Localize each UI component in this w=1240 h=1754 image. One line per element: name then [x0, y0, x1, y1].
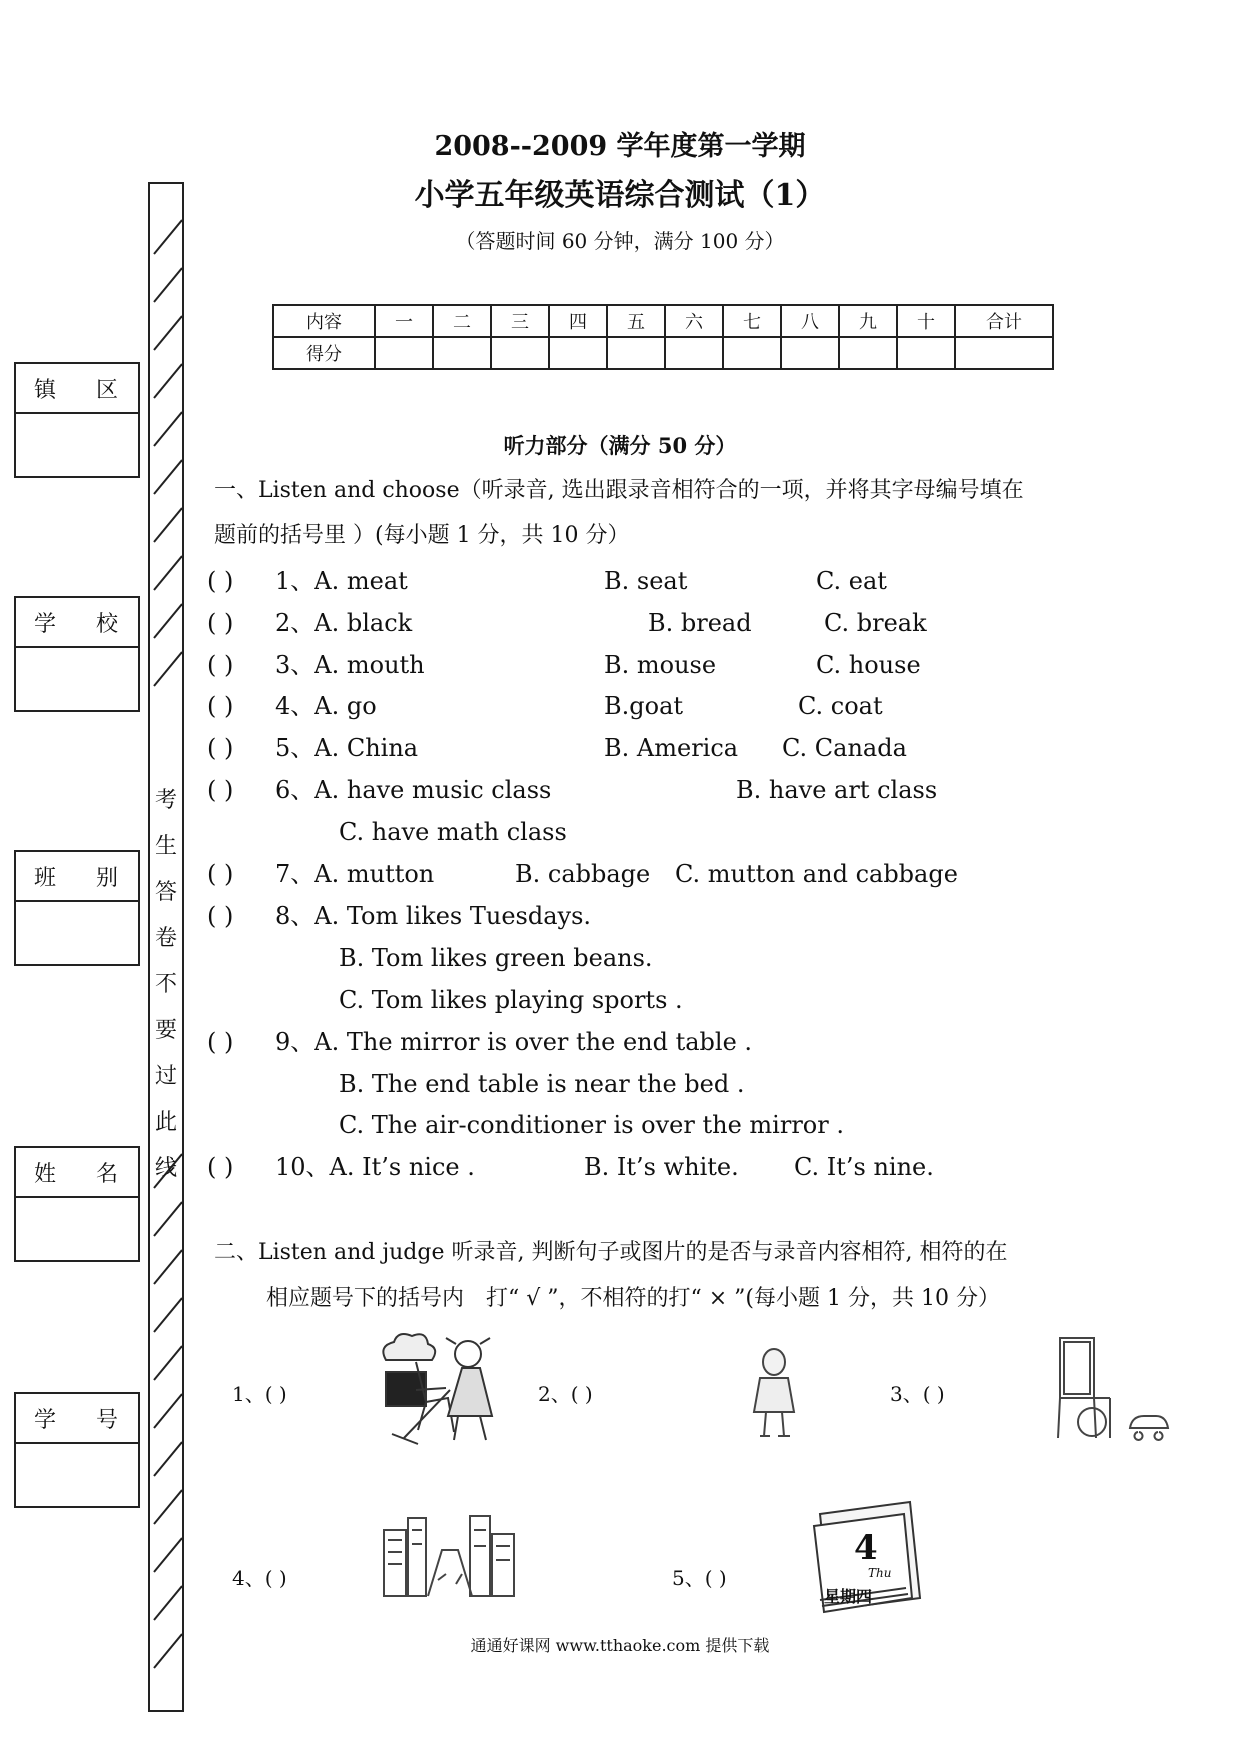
score-table: [272, 304, 1054, 370]
answer-paren[interactable]: ( ): [207, 860, 234, 888]
score-cell[interactable]: [375, 337, 433, 369]
section-heading: 听力部分（满分 50 分）: [503, 433, 737, 458]
subtitle: （答题时间 60 分钟，满分 100 分）: [455, 229, 785, 253]
score-header-cell: 六: [665, 305, 723, 337]
question-10-option-c: C. It’s nine.: [794, 1153, 934, 1181]
info-label-char: 学: [34, 611, 57, 637]
binding-char: 生: [154, 834, 177, 859]
question-8-option-b: B. Tom likes green beans.: [339, 944, 653, 972]
score-table-header-row: [273, 305, 1053, 337]
man-standing-picture: [746, 1342, 802, 1442]
question-3-option-b: B. mouse: [604, 651, 717, 679]
question-7-option-a: 7、A. mutton: [275, 860, 435, 888]
question-6-option-a: 6、A. have music class: [275, 776, 552, 804]
binding-char: 不: [154, 972, 177, 997]
info-box-student-id: [14, 1392, 140, 1508]
binding-char: 线: [154, 1156, 177, 1181]
score-cell[interactable]: [897, 337, 955, 369]
score-cell[interactable]: [955, 337, 1053, 369]
score-header-cell: 九: [839, 305, 897, 337]
info-label-char: 别: [95, 865, 118, 891]
info-label: [16, 1394, 138, 1444]
judge-item-2[interactable]: 2、( ): [538, 1382, 593, 1406]
info-label-char: 校: [95, 611, 118, 637]
info-label-char: 班: [34, 865, 57, 891]
calendar-day: Thu: [868, 1566, 892, 1580]
judge-item-3[interactable]: 3、( ): [890, 1382, 945, 1406]
judge-item-4[interactable]: 4、( ): [232, 1566, 287, 1590]
part2-instruction-line1: 二、Listen and judge 听录音, 判断句子或图片的是否与录音内容相符, 相符的在: [214, 1240, 1008, 1265]
info-label: [16, 598, 138, 648]
question-2-option-c: C. break: [824, 609, 927, 637]
answer-paren[interactable]: ( ): [207, 1028, 234, 1056]
info-label-char: 区: [95, 377, 118, 403]
question-7-option-c: C. mutton and cabbage: [675, 860, 958, 888]
question-6-option-b: B. have art class: [736, 776, 938, 804]
binding-vertical-text: [148, 778, 184, 1192]
answer-paren[interactable]: ( ): [207, 776, 234, 804]
calendar-weekday: 星期四: [824, 1587, 873, 1606]
score-cell[interactable]: [839, 337, 897, 369]
info-label-char: 学: [34, 1407, 57, 1433]
info-label-char: 镇: [34, 377, 57, 403]
calendar-picture: [810, 1496, 926, 1616]
score-header-cell: 二: [433, 305, 491, 337]
info-field-student-id[interactable]: [16, 1444, 138, 1506]
score-header-cell: 十: [897, 305, 955, 337]
question-2-option-b: B. bread: [648, 609, 752, 637]
score-cell[interactable]: [723, 337, 781, 369]
question-1-option-b: B. seat: [604, 567, 688, 595]
answer-paren[interactable]: ( ): [207, 734, 234, 762]
score-header-cell: 内容: [273, 305, 375, 337]
part2-instruction-line2: 相应题号下的括号内 打“ √ ”，不相符的打“ × ”(每小题 1 分，共 10 分）: [266, 1286, 1000, 1311]
answer-paren[interactable]: ( ): [207, 651, 234, 679]
question-10-option-a: 10、A. It’s nice .: [275, 1153, 475, 1181]
score-cell[interactable]: [665, 337, 723, 369]
score-header-cell: 五: [607, 305, 665, 337]
binding-char: 过: [154, 1064, 177, 1089]
question-4-option-a: 4、A. go: [275, 692, 377, 720]
judge-item-5[interactable]: 5、( ): [672, 1566, 727, 1590]
question-1-option-c: C. eat: [816, 567, 887, 595]
question-3-option-a: 3、A. mouth: [275, 651, 425, 679]
part1-instruction-line2: 题前的括号里 ）(每小题 1 分，共 10 分）: [214, 523, 630, 548]
judge-item-1[interactable]: 1、( ): [232, 1382, 287, 1406]
binding-char: 要: [154, 1018, 177, 1043]
question-10-option-b: B. It’s white.: [584, 1153, 739, 1181]
answer-paren[interactable]: ( ): [207, 567, 234, 595]
question-9-option-c: C. The air-conditioner is over the mirror .: [339, 1111, 844, 1139]
info-box-class: [14, 850, 140, 966]
calendar-date: 4: [854, 1528, 878, 1568]
answer-paren[interactable]: ( ): [207, 1153, 234, 1181]
title-line-2: 小学五年级英语综合测试（1）: [414, 178, 826, 213]
binding-char: 考: [154, 788, 177, 813]
girl-sweeping-picture: [372, 1330, 516, 1452]
question-5-option-c: C. Canada: [782, 734, 907, 762]
answer-paren[interactable]: ( ): [207, 692, 234, 720]
info-field-class[interactable]: [16, 902, 138, 964]
binding-char: 答: [154, 880, 177, 905]
score-header-cell: 八: [781, 305, 839, 337]
question-5-option-b: B. America: [604, 734, 739, 762]
city-street-picture: [378, 1510, 518, 1606]
score-cell[interactable]: [607, 337, 665, 369]
question-5-option-a: 5、A. China: [275, 734, 419, 762]
info-label-char: 号: [95, 1407, 118, 1433]
score-cell[interactable]: [491, 337, 549, 369]
score-header-cell: 七: [723, 305, 781, 337]
footer-credit: 通通好课网 www.tthaoke.com 提供下载: [470, 1636, 770, 1655]
question-8-option-c: C. Tom likes playing sports .: [339, 986, 683, 1014]
question-4-option-b: B.goat: [604, 692, 684, 720]
info-label: [16, 852, 138, 902]
info-label-char: 名: [95, 1161, 118, 1187]
answer-paren[interactable]: ( ): [207, 902, 234, 930]
binding-char: 卷: [154, 926, 177, 951]
answer-paren[interactable]: ( ): [207, 609, 234, 637]
info-label: [16, 364, 138, 414]
info-field-school[interactable]: [16, 648, 138, 710]
score-table-score-row: [273, 337, 1053, 369]
part1-instruction-line1: 一、Listen and choose（听录音, 选出跟录音相符合的一项，并将其字母编号填在: [214, 478, 1024, 503]
score-header-cell: 一: [375, 305, 433, 337]
score-header-cell: 四: [549, 305, 607, 337]
info-label: [16, 1148, 138, 1198]
question-7-option-b: B. cabbage: [515, 860, 651, 888]
score-cell[interactable]: [781, 337, 839, 369]
score-cell[interactable]: [549, 337, 607, 369]
title-line-1: 2008--2009 学年度第一学期: [434, 131, 806, 162]
binding-char: 此: [154, 1110, 177, 1135]
question-9-option-a: 9、A. The mirror is over the end table .: [275, 1028, 753, 1056]
score-row-label: 得分: [273, 337, 375, 369]
question-3-option-c: C. house: [816, 651, 921, 679]
question-9-option-b: B. The end table is near the bed .: [339, 1070, 745, 1098]
info-box-name: [14, 1146, 140, 1262]
question-4-option-c: C. coat: [798, 692, 883, 720]
score-cell[interactable]: [433, 337, 491, 369]
question-1-option-a: 1、A. meat: [275, 567, 408, 595]
question-8-option-a: 8、A. Tom likes Tuesdays.: [275, 902, 592, 930]
question-6-option-c: C. have math class: [339, 818, 567, 846]
question-2-option-a: 2、A. black: [275, 609, 413, 637]
info-box-town: [14, 362, 140, 478]
info-box-school: [14, 596, 140, 712]
info-field-name[interactable]: [16, 1198, 138, 1260]
score-header-cell: 三: [491, 305, 549, 337]
chair-ball-car-picture: [1054, 1334, 1174, 1444]
score-header-cell: 合计: [955, 305, 1053, 337]
info-label-char: 姓: [34, 1161, 57, 1187]
